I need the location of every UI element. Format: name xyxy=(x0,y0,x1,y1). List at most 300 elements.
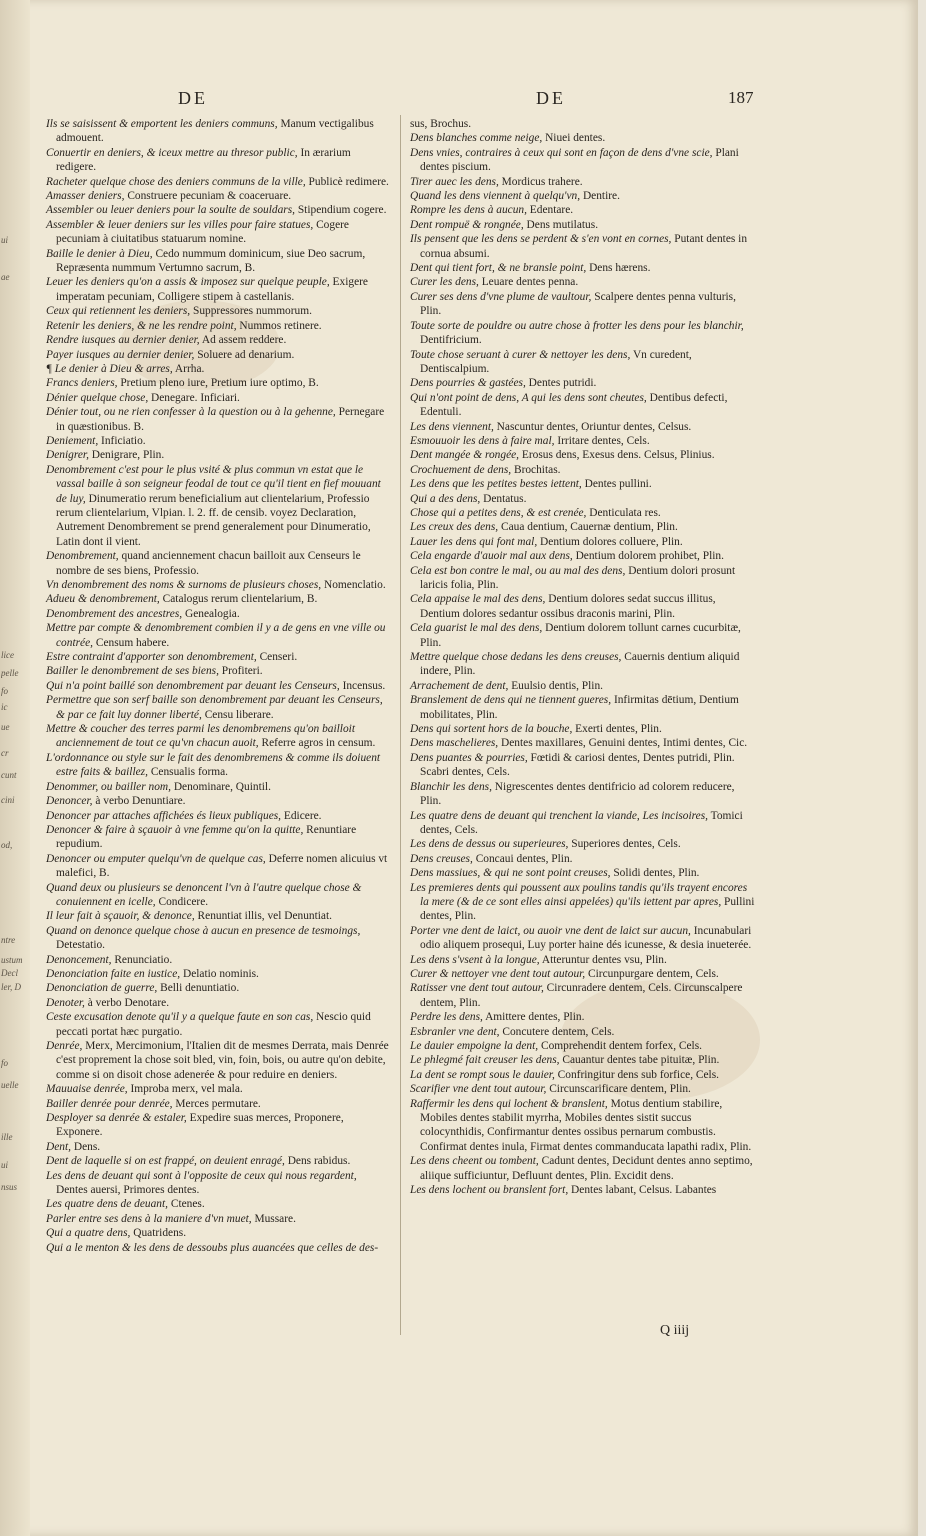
dictionary-entry xyxy=(46,996,391,1010)
latin-gloss: Dentibus defecti, Edentuli. xyxy=(420,391,728,419)
latin-gloss: Cedo nummum dominicum, siue Deo sacrum, Repræsenta nummum Vertumno sacrum, B. xyxy=(56,247,366,275)
dictionary-entry xyxy=(410,420,755,434)
margin-fragment: fo xyxy=(1,686,9,696)
latin-gloss: Motus dentium stabilire, Mobiles dentes stabilit myrrha, Mobiles dentes sistit succus colocynthidis, Confirmantur dentes ossibus pernarum combustis. Confirmat dentes inula, Firmat dentes commanducata lapathi radix, Plin. xyxy=(420,1097,752,1153)
dictionary-entry xyxy=(410,924,755,953)
dictionary-entry xyxy=(46,909,391,923)
french-term: Retenir les deniers, & ne les rendre point, xyxy=(46,319,237,332)
latin-gloss: Belli denuntiatio. xyxy=(157,982,240,995)
latin-gloss: Dentium dolores colluere, Plin. xyxy=(537,535,683,548)
margin-fragment: ler, D xyxy=(1,982,21,992)
latin-gloss: Catalogus rerum clientelarium, B. xyxy=(159,593,318,606)
dictionary-entry xyxy=(410,592,755,621)
dictionary-entry xyxy=(410,535,755,549)
latin-gloss: Mordicus trahere. xyxy=(498,175,583,188)
french-term: Dent de laquelle si on est frappé, on deuient enragé, xyxy=(46,1155,285,1168)
latin-gloss: In ærarium redigere. xyxy=(56,146,351,174)
dictionary-entry xyxy=(410,463,755,477)
dictionary-entry xyxy=(46,967,391,981)
dictionary-entry xyxy=(410,1068,755,1082)
dictionary-entry xyxy=(46,578,391,592)
latin-gloss: Fœtidi & cariosi dentes, Dentes putridi, Plin. Scabri dentes, Cels. xyxy=(420,751,735,779)
french-term: La dent se rompt sous le dauier, xyxy=(410,1068,555,1081)
french-term: Denombrement, xyxy=(46,550,119,563)
french-term: Qui n'a point baillé son denombrement par deuant les Censeurs, xyxy=(46,679,340,692)
dictionary-entry xyxy=(46,218,391,247)
dictionary-entry xyxy=(410,736,755,750)
dictionary-entry xyxy=(410,175,755,189)
french-term: Ceste excusation denote qu'il y a quelque faute en son cas, xyxy=(46,1011,314,1024)
margin-fragment: cr xyxy=(1,748,9,758)
latin-gloss: Infirmitas dētium, Dentium mobilitates, Plin. xyxy=(420,694,739,721)
dictionary-entry xyxy=(410,203,755,217)
latin-gloss: Atteruntur dentes vsu, Plin. xyxy=(539,953,667,966)
signature-mark: Q iiij xyxy=(660,1323,690,1338)
french-term: Denoter, xyxy=(46,996,85,1009)
french-term: Payer iusques au dernier denier, xyxy=(46,348,195,361)
margin-fragment: ic xyxy=(1,702,8,712)
latin-gloss: Superiores dentes, Cels. xyxy=(568,838,681,851)
latin-gloss: Mussare. xyxy=(251,1212,296,1225)
french-term: Parler entre ses dens à la maniere d'vn muet, xyxy=(46,1212,252,1225)
dictionary-entry xyxy=(46,823,391,852)
french-term: Raffermir les dens qui lochent & branslent, xyxy=(410,1097,608,1110)
dictionary-entry xyxy=(46,1154,391,1168)
margin-gutter xyxy=(0,0,30,1536)
latin-gloss: Vn curedent, Dentiscalpium. xyxy=(420,348,692,375)
latin-gloss: Ad assem reddere. xyxy=(199,334,287,347)
dictionary-entry xyxy=(410,434,755,448)
french-term: Ils se saisissent & emportent les deniers communs, xyxy=(46,118,278,130)
latin-gloss: Erosus dens, Exesus dens. Celsus, Plinius. xyxy=(519,449,715,462)
french-term: Les dens de deuant qui sont à l'opposite de ceux qui nous regardent, xyxy=(46,1169,357,1182)
french-term: Les creux des dens, xyxy=(410,521,499,534)
dictionary-entry xyxy=(46,621,391,650)
dictionary-entry xyxy=(46,780,391,794)
french-term: Amasser deniers, xyxy=(46,190,125,203)
french-term: Denombrement c'est pour le plus vsité & plus commun vn estat que le vassal baille à son seigneur feodal de tout ce qu'il tient en fief mouuant de luy, xyxy=(46,463,381,505)
dictionary-entry xyxy=(46,650,391,664)
french-term: Dent mangée & rongée, xyxy=(410,449,520,462)
latin-gloss: Solidi dentes, Plin. xyxy=(610,867,700,880)
dictionary-entry xyxy=(410,549,755,563)
latin-gloss: Construere pecuniam & coaceruare. xyxy=(124,190,292,203)
latin-gloss: Plani dentes piscium. xyxy=(420,146,739,174)
latin-gloss: Pretium pleno iure, Pretium iure optimo, B. xyxy=(117,377,319,390)
latin-gloss: Censum habere. xyxy=(93,636,170,649)
dictionary-entry xyxy=(410,146,755,175)
french-term: Deniement, xyxy=(46,434,99,447)
dictionary-entry xyxy=(410,117,755,131)
dictionary-entry xyxy=(46,592,391,606)
french-term: Mettre & coucher des terres parmi les denombremens qu'on bailloit anciennement de tout ce qu'vn chacun auoit, xyxy=(46,723,355,750)
dictionary-entry xyxy=(46,1241,391,1255)
dictionary-entry xyxy=(410,809,755,838)
latin-gloss: Dentium dolorem tollunt carnes cucurbitæ, Plin. xyxy=(420,622,741,649)
french-term: Le dauier empoigne la dent, xyxy=(410,1040,539,1052)
french-term: Assembler ou leuer deniers pour la soulte de souldars, xyxy=(46,204,295,217)
margin-fragment: ue xyxy=(1,722,10,732)
french-term: Mauuaise denrée, xyxy=(46,1083,128,1096)
dictionary-entry xyxy=(46,304,391,318)
french-term: Quand les dens viennent à quelqu'vn, xyxy=(410,190,581,203)
dictionary-entry xyxy=(46,376,391,390)
french-term: Curer ses dens d'vne plume de vaultour, xyxy=(410,290,592,303)
french-term: Tirer auec les dens, xyxy=(410,175,499,188)
dictionary-entry xyxy=(410,1082,755,1096)
latin-gloss: Deferre nomen alicuius vt malefici, B. xyxy=(56,852,388,880)
latin-gloss: Cauernis dentium aliquid indere, Plin. xyxy=(420,651,740,678)
latin-gloss: Exerti dentes, Plin. xyxy=(572,723,662,736)
french-term: Ils pensent que les dens se perdent & s'en vont en cornes, xyxy=(410,233,672,246)
latin-gloss: Cogere pecuniam à ciuitatibus statuarum nomine. xyxy=(56,218,349,246)
dictionary-entry xyxy=(46,1197,391,1211)
french-term: Cela guarist le mal des dens, xyxy=(410,622,543,635)
running-head-left: DE xyxy=(178,88,208,108)
margin-fragment: pelle xyxy=(1,668,19,678)
latin-gloss: Nomenclatio. xyxy=(321,579,386,591)
latin-gloss: Irritare dentes, Cels. xyxy=(554,434,650,447)
dictionary-entry xyxy=(410,852,755,866)
latin-gloss: Incunabulari odio aliquem prosequi, Luy porter haine dés icunesse, & desia inueterée. xyxy=(420,924,752,952)
dictionary-entry xyxy=(410,953,755,967)
french-term: Dens maschelieres, xyxy=(410,737,499,750)
latin-gloss: Amittere dentes, Plin. xyxy=(482,1011,585,1024)
french-term: Denigrer, xyxy=(46,449,89,462)
dictionary-entry xyxy=(410,1010,755,1024)
margin-fragment: cini xyxy=(1,795,15,805)
right-column xyxy=(410,117,755,1197)
latin-gloss: Suppressores nummorum. xyxy=(190,305,312,318)
french-term: Crochuement de dens, xyxy=(410,463,512,476)
french-term: Les quatre dens de deuant, xyxy=(46,1198,169,1211)
french-term: Denoncer, xyxy=(46,795,93,808)
latin-gloss: Profiteri. xyxy=(218,665,263,678)
latin-gloss: Dentium dolores sedat succus illitus, Dentium dolores sedantur ossibus draconis marini, Plin. xyxy=(420,593,716,620)
latin-gloss: Pullini dentes, Plin. xyxy=(420,895,755,923)
latin-gloss: Nigrescentes dentes dentifricio ad colorem reducere, Plin. xyxy=(420,780,735,808)
dictionary-entry xyxy=(410,218,755,232)
dictionary-entry xyxy=(46,275,391,304)
dictionary-entry xyxy=(46,953,391,967)
dictionary-entry xyxy=(46,448,391,462)
french-term: Dens pourries & gastées, xyxy=(410,377,526,390)
dictionary-entry xyxy=(46,175,391,189)
latin-gloss: Quatridens. xyxy=(130,1227,187,1240)
french-term: Dénier quelque chose, xyxy=(46,391,149,404)
latin-gloss: sus, Brochus. xyxy=(410,118,472,130)
french-term: Bailler denrée pour denrée, xyxy=(46,1097,173,1110)
margin-fragment: lice xyxy=(1,650,14,660)
dictionary-entry xyxy=(46,117,391,146)
latin-gloss: Dentes pullini. xyxy=(581,478,652,491)
dictionary-entry xyxy=(46,1140,391,1154)
dictionary-entry xyxy=(410,348,755,377)
latin-gloss: Dens. xyxy=(71,1140,101,1153)
latin-gloss: Publicè redimere. xyxy=(305,175,389,188)
latin-gloss: Manum vectigalibus admouent. xyxy=(56,118,374,145)
latin-gloss: Nascuntur dentes, Oriuntur dentes, Celsus. xyxy=(493,420,692,433)
dictionary-entry xyxy=(410,967,755,981)
dictionary-entry xyxy=(46,434,391,448)
dictionary-entry xyxy=(46,607,391,621)
french-term: Estre contraint d'apporter son denombrement, xyxy=(46,651,257,664)
latin-gloss: Condicere. xyxy=(155,895,209,908)
dictionary-entry xyxy=(410,506,755,520)
dictionary-entry xyxy=(46,809,391,823)
french-term: Les dens s'vsent à la longue, xyxy=(410,953,540,966)
french-term: Conuertir en deniers, & iceux mettre au thresor public, xyxy=(46,146,298,159)
latin-gloss: Dentes labant, Celsus. Labantes xyxy=(568,1184,717,1197)
dictionary-entry xyxy=(410,866,755,880)
french-term: Chose qui a petites dens, & est crenée, xyxy=(410,506,587,519)
latin-gloss: Circunpurgare dentem, Cels. xyxy=(585,967,719,980)
dictionary-entry xyxy=(46,1111,391,1140)
dictionary-entry xyxy=(410,693,755,722)
french-term: Blanchir les dens, xyxy=(410,780,492,793)
dictionary-entry xyxy=(46,722,391,751)
french-term: Denonciation de guerre, xyxy=(46,982,158,995)
margin-fragment: od, xyxy=(1,840,13,850)
dictionary-entry xyxy=(46,981,391,995)
latin-gloss: Niuei dentes. xyxy=(542,132,606,145)
french-term: Leuer les deniers qu'on a assis & imposez sur quelque peuple, xyxy=(46,276,330,289)
latin-gloss: Dens hærens. xyxy=(586,262,651,275)
dictionary-entry xyxy=(46,333,391,347)
french-term: Ceux qui retiennent les deniers, xyxy=(46,305,191,318)
latin-gloss: Stipendium cogere. xyxy=(295,204,387,217)
latin-gloss: Renunciatio. xyxy=(111,953,173,966)
latin-gloss: Improba merx, vel mala. xyxy=(127,1083,243,1096)
dictionary-entry xyxy=(410,1097,755,1155)
french-term: Baille le denier à Dieu, xyxy=(46,247,153,260)
dictionary-entry xyxy=(410,881,755,924)
latin-gloss: Confringitur dens sub forfice, Cels. xyxy=(554,1068,719,1081)
latin-gloss: Circunscarificare dentem, Plin. xyxy=(546,1083,691,1096)
latin-gloss: Referre agros in censum. xyxy=(258,737,376,750)
latin-gloss: Comprehendit dentem forfex, Cels. xyxy=(538,1040,702,1052)
dictionary-entry xyxy=(46,1039,391,1082)
french-term: Les dens lochent ou branslent fort, xyxy=(410,1184,569,1197)
latin-gloss: Expedire suas merces, Proponere, Exponere. xyxy=(56,1112,344,1139)
latin-gloss: Detestatio. xyxy=(56,939,106,952)
dictionary-entry xyxy=(410,650,755,679)
dictionary-entry xyxy=(410,1025,755,1039)
dictionary-entry xyxy=(46,348,391,362)
french-term: Rompre les dens à aucun, xyxy=(410,204,527,217)
latin-gloss: Concaui dentes, Plin. xyxy=(472,852,573,865)
french-term: Cela engarde d'auoir mal aux dens, xyxy=(410,550,573,563)
dictionary-entry xyxy=(410,492,755,506)
latin-gloss: Merx, Mercimonium, l'Italien dit de mesmes Derrata, mais Denrée c'est proprement la chose soit bled, vin, foin, bois, ou autre qu'on debite, comme si on disoit chose adenerée & pour reduire en deniers. xyxy=(56,1040,389,1081)
dictionary-entry xyxy=(46,751,391,780)
dictionary-entry xyxy=(410,275,755,289)
french-term: Cela appaise le mal des dens, xyxy=(410,593,546,606)
french-term: Les dens cheent ou tombent, xyxy=(410,1155,539,1168)
latin-gloss: Edicere. xyxy=(281,809,322,822)
dictionary-entry xyxy=(410,131,755,145)
french-term: Les dens que les petites bestes iettent, xyxy=(410,478,582,491)
dictionary-entry xyxy=(46,319,391,333)
french-term: Cela est bon contre le mal, ou au mal des dens, xyxy=(410,564,626,577)
french-term: Qui n'ont point de dens, A qui les dens sont cheutes, xyxy=(410,391,647,404)
latin-gloss: Cauantur dentes tabe pituitæ, Plin. xyxy=(559,1054,720,1067)
french-term: L'ordonnance ou style sur le fait des denombremens & comme ils doiuent estre faits & baillez, xyxy=(46,751,381,779)
dictionary-entry xyxy=(46,189,391,203)
dictionary-entry xyxy=(410,722,755,736)
latin-gloss: Arrha. xyxy=(172,362,205,375)
dictionary-entry xyxy=(410,232,755,261)
dictionary-entry xyxy=(46,405,391,434)
french-term: Scarifier vne dent tout autour, xyxy=(410,1083,547,1096)
margin-fragment: ntre xyxy=(1,935,16,945)
french-term: Quand on denonce quelque chose à aucun en presence de tesmoings, xyxy=(46,924,361,937)
dictionary-entry xyxy=(410,621,755,650)
latin-gloss: Circunradere dentem, Cels. Circunscalpere dentem, Plin. xyxy=(420,982,743,1009)
french-term: Curer & nettoyer vne dent tout autour, xyxy=(410,967,586,980)
dictionary-entry xyxy=(46,1212,391,1226)
dictionary-entry xyxy=(410,391,755,420)
latin-gloss: Leuare dentes penna. xyxy=(478,276,579,289)
dictionary-entry xyxy=(46,362,391,376)
latin-gloss: Dentire. xyxy=(580,190,620,203)
dictionary-entry xyxy=(410,1053,755,1067)
french-term: Toute sorte de pouldre ou autre chose à frotter les dens pour les blanchir, xyxy=(410,319,744,332)
dictionary-entry xyxy=(46,679,391,693)
latin-gloss: Edentare. xyxy=(526,204,574,217)
left-column xyxy=(46,117,391,1255)
dictionary-entry xyxy=(46,1226,391,1240)
latin-gloss: Denigrare, Plin. xyxy=(88,449,165,462)
french-term: Dens puantes & pourries, xyxy=(410,751,528,764)
french-term: Dens qui sortent hors de la bouche, xyxy=(410,723,573,736)
dictionary-entry xyxy=(46,549,391,578)
running-head-center: DE xyxy=(536,88,566,108)
latin-gloss: Delatio nominis. xyxy=(180,967,259,980)
latin-gloss: Dentium dolorem prohibet, Plin. xyxy=(572,550,724,563)
french-term: Dent qui tient fort, & ne bransle point, xyxy=(410,262,587,275)
latin-gloss: Brochitas. xyxy=(511,463,561,476)
dictionary-entry xyxy=(410,837,755,851)
french-term: Esmouuoir les dens à faire mal, xyxy=(410,434,555,447)
latin-gloss: Censeri. xyxy=(256,651,298,664)
french-term: Rendre iusques au dernier denier, xyxy=(46,334,200,347)
french-term: Dens creuses, xyxy=(410,852,473,865)
margin-fragment: ui xyxy=(1,235,9,245)
dictionary-entry xyxy=(46,391,391,405)
margin-fragment: ustum xyxy=(1,955,23,965)
french-term: Denoncer & faire à sçauoir à vne femme qu'on la quitte, xyxy=(46,823,304,836)
latin-gloss: Tomici dentes, Cels. xyxy=(420,809,743,836)
dictionary-entry xyxy=(46,1097,391,1111)
latin-gloss: Incensus. xyxy=(339,679,386,692)
french-term: Vn denombrement des noms & surnoms de plusieurs choses, xyxy=(46,579,322,591)
latin-gloss: Scalpere dentes penna vulturis, Plin. xyxy=(420,290,736,318)
latin-gloss: Dinumeratio rerum beneficialium aut clientelarium, Professio rerum clientelarium, Vlpian. l. 2. ff. de censib. voyez Declaration, Autrement Denombrement se prend generalement pour Dinumeratio, Latin dont il vient. xyxy=(56,492,371,548)
french-term: Dent rompuë & rongnée, xyxy=(410,218,524,231)
dictionary-entry xyxy=(46,881,391,910)
french-term: Curer les dens, xyxy=(410,276,479,289)
french-term: Permettre que son serf baille son denombrement par deuant les Censeurs, & par ce fait luy donner liberté, xyxy=(46,694,383,721)
french-term: Denoncement, xyxy=(46,953,112,966)
latin-gloss: Denticulata res. xyxy=(586,506,661,519)
french-term: Adueu & denombrement, xyxy=(46,593,160,606)
latin-gloss: à verbo Denuntiare. xyxy=(92,795,186,808)
dictionary-entry xyxy=(410,448,755,462)
latin-gloss: Soluere ad denarium. xyxy=(194,348,295,361)
latin-gloss: Pernegare in quæstionibus. B. xyxy=(56,406,385,433)
french-term: ¶ Le denier à Dieu & arres, xyxy=(46,362,173,375)
latin-gloss: Dentes putridi. xyxy=(525,377,597,390)
latin-gloss: Nummos retinere. xyxy=(236,319,322,332)
latin-gloss: Renuntiare repudium. xyxy=(56,823,357,851)
dictionary-entry xyxy=(410,679,755,693)
dictionary-entry xyxy=(46,794,391,808)
dictionary-entry xyxy=(46,924,391,953)
margin-fragment: ui xyxy=(1,1160,9,1170)
dictionary-entry xyxy=(46,852,391,881)
latin-gloss: Censu liberare. xyxy=(201,708,274,721)
latin-gloss: Nescio quid peccati portat hæc purgatio. xyxy=(56,1011,371,1038)
dictionary-entry xyxy=(46,664,391,678)
french-term: Ratisser vne dent tout autour, xyxy=(410,982,544,995)
margin-fragment: Decl xyxy=(1,968,18,978)
latin-gloss: Exigere imperatam pecuniam, Colligere stipem à castellanis. xyxy=(56,276,368,303)
dictionary-entry xyxy=(410,376,755,390)
latin-gloss: à verbo Denotare. xyxy=(84,996,170,1009)
dictionary-entry xyxy=(46,463,391,549)
french-term: Dent, xyxy=(46,1140,71,1153)
french-term: Qui a quatre dens, xyxy=(46,1227,131,1240)
french-term: Quand deux ou plusieurs se denoncent l'vn à l'autre quelque chose & conuiennent en icelle, xyxy=(46,881,362,908)
dictionary-entry xyxy=(46,203,391,217)
french-term: Branslement de dens qui ne tiennent gueres, xyxy=(410,694,612,707)
french-term: Dens blanches comme neige, xyxy=(410,132,543,145)
french-term: Mettre par compte & denombrement combien il y a de gens en vne ville ou contrée, xyxy=(46,622,386,649)
dictionary-entry xyxy=(410,290,755,319)
french-term: Francs deniers, xyxy=(46,377,118,390)
latin-gloss: Dentifricium. xyxy=(420,334,482,347)
french-term: Racheter quelque chose des deniers communs de la ville, xyxy=(46,175,306,188)
french-term: Les dens viennent, xyxy=(410,420,494,433)
dictionary-entry xyxy=(410,1039,755,1053)
latin-gloss: Cadunt dentes, Decidunt dentes anno septimo, aliique sufficiuntur, Defluunt dentes, Plin. Excidit dens. xyxy=(420,1155,753,1182)
dictionary-entry xyxy=(46,1169,391,1198)
french-term: Perdre les dens, xyxy=(410,1011,483,1024)
latin-gloss: Dentes maxillares, Genuini dentes, Intimi dentes, Cic. xyxy=(498,737,748,750)
dictionary-entry xyxy=(46,693,391,722)
dictionary-entry xyxy=(410,1183,755,1197)
dictionary-entry xyxy=(410,261,755,275)
latin-gloss: Putant dentes in cornua absumi. xyxy=(420,233,748,260)
french-term: Bailler le denombrement de ses biens, xyxy=(46,665,219,678)
french-term: Lauer les dens qui font mal, xyxy=(410,535,538,548)
french-term: Le phlegmé fait creuser les dens, xyxy=(410,1054,560,1067)
french-term: Denommer, ou bailler nom, xyxy=(46,780,171,793)
french-term: Denombrement des ancestres, xyxy=(46,607,183,620)
page-number: 187 xyxy=(728,88,754,107)
latin-gloss: Merces permutare. xyxy=(172,1097,261,1110)
dictionary-entry xyxy=(410,564,755,593)
latin-gloss: Genealogia. xyxy=(182,607,240,620)
latin-gloss: Inficiatio. xyxy=(98,434,146,447)
column-divider xyxy=(400,115,401,1335)
french-term: Esbranler vne dent, xyxy=(410,1025,500,1038)
dictionary-entry xyxy=(410,981,755,1010)
latin-gloss: Caua dentium, Cauernæ dentium, Plin. xyxy=(498,521,678,534)
french-term: Toute chose seruant à curer & nettoyer les dens, xyxy=(410,348,631,361)
french-term: Denoncer par attaches affichées és lieux publiques, xyxy=(46,809,282,822)
